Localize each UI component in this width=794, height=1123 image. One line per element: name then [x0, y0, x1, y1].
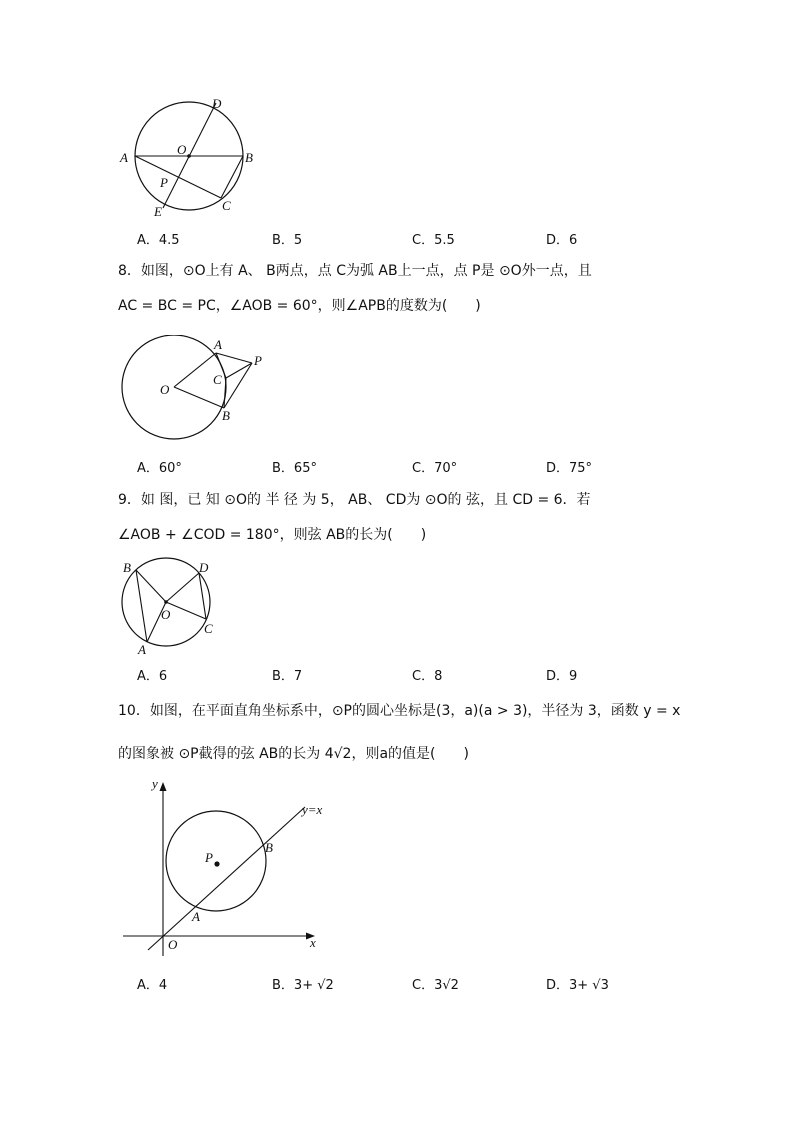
q8-option-d: D．75°	[546, 461, 593, 476]
q8-bp	[224, 363, 252, 408]
q7-label-e: E	[154, 204, 162, 219]
q9-stem-line1: 9．如 图，已 知 ⊙O的 半 径 为 5， AB、 CD为 ⊙O的 弦，且 CD = 6．若	[118, 492, 591, 508]
q7-label-b: B	[245, 150, 253, 165]
q8-option-a: A．60°	[137, 461, 182, 476]
q10-line-y-eq-x	[148, 807, 305, 950]
q10-center-dot	[214, 861, 219, 866]
q10-label-p: P	[205, 850, 213, 865]
q7-figure	[110, 90, 270, 222]
q8-ap	[216, 353, 252, 363]
q7-option-c: C．5.5	[412, 233, 455, 248]
q9-label-c: C	[204, 621, 213, 636]
q9-cd	[199, 573, 206, 619]
q7-option-a: A．4.5	[137, 233, 180, 248]
q9-od	[166, 573, 199, 602]
q10-label-x: x	[310, 935, 316, 950]
q10-stem-line2: 的图象被 ⊙P截得的弦 AB的长为 4√2，则a的值是( )	[118, 746, 469, 762]
q7-option-b: B．5	[272, 233, 303, 248]
q9-option-c: C．8	[412, 669, 443, 684]
q10-label-origin: O	[168, 937, 178, 952]
q7-option-d: D．6	[546, 233, 578, 248]
q9-oc	[166, 602, 206, 619]
q10-stem-line1: 10．如图，在平面直角坐标系中，⊙P的圆心坐标是(3，a)(a > 3)，半径为 3，函数 y = x	[118, 703, 681, 719]
q10-label-b: B	[265, 840, 273, 855]
q8-ob	[174, 387, 224, 408]
q9-label-o: O	[161, 607, 171, 622]
q10-label-a: A	[192, 909, 200, 924]
q9-stem-line2: ∠AOB + ∠COD = 180°，则弦 AB的长为( )	[118, 527, 427, 543]
q9-option-b: B．7	[272, 669, 303, 684]
q9-label-a: A	[138, 642, 146, 657]
q8-cp	[226, 363, 252, 378]
q7-center-dot	[187, 154, 191, 158]
q9-label-b: B	[123, 560, 131, 575]
q7-chord-bc	[221, 156, 243, 198]
q8-oa	[174, 353, 216, 387]
q10-figure	[115, 770, 335, 960]
q10-label-line: y=x	[302, 802, 323, 817]
q8-option-b: B．65°	[272, 461, 317, 476]
q10-circle-p	[166, 811, 266, 911]
q9-label-d: D	[199, 560, 209, 575]
q8-label-c: C	[213, 372, 222, 387]
q7-label-o: O	[177, 142, 187, 157]
q9-ab	[136, 570, 147, 642]
q8-label-b: B	[222, 408, 230, 423]
q10-option-c: C．3√2	[412, 978, 459, 993]
q7-label-c: C	[222, 198, 231, 213]
q9-center-dot	[164, 600, 168, 604]
q7-label-a: A	[120, 150, 128, 165]
q10-label-y: y	[152, 776, 158, 791]
q8-label-o: O	[160, 382, 170, 397]
q9-figure	[112, 556, 222, 660]
q10-option-a: A．4	[137, 978, 168, 993]
q10-y-arrow	[160, 782, 167, 791]
q9-option-a: A．6	[137, 669, 168, 684]
q8-option-c: C．70°	[412, 461, 458, 476]
q8-stem-line2: AC = BC = PC，∠AOB = 60°，则∠APB的度数为( )	[118, 298, 481, 314]
q10-option-d: D．3+ √3	[546, 978, 609, 993]
q7-label-p: P	[160, 175, 168, 190]
q8-label-p: P	[254, 353, 262, 368]
q10-option-b: B．3+ √2	[272, 978, 334, 993]
q8-figure	[110, 335, 280, 445]
q7-label-d: D	[212, 96, 222, 111]
q8-stem-line1: 8．如图，⊙O上有 A、 B两点，点 C为弧 AB上一点，点 P是 ⊙O外一点，且	[118, 263, 592, 279]
q9-option-d: D．9	[546, 669, 578, 684]
q8-label-a: A	[214, 337, 222, 352]
